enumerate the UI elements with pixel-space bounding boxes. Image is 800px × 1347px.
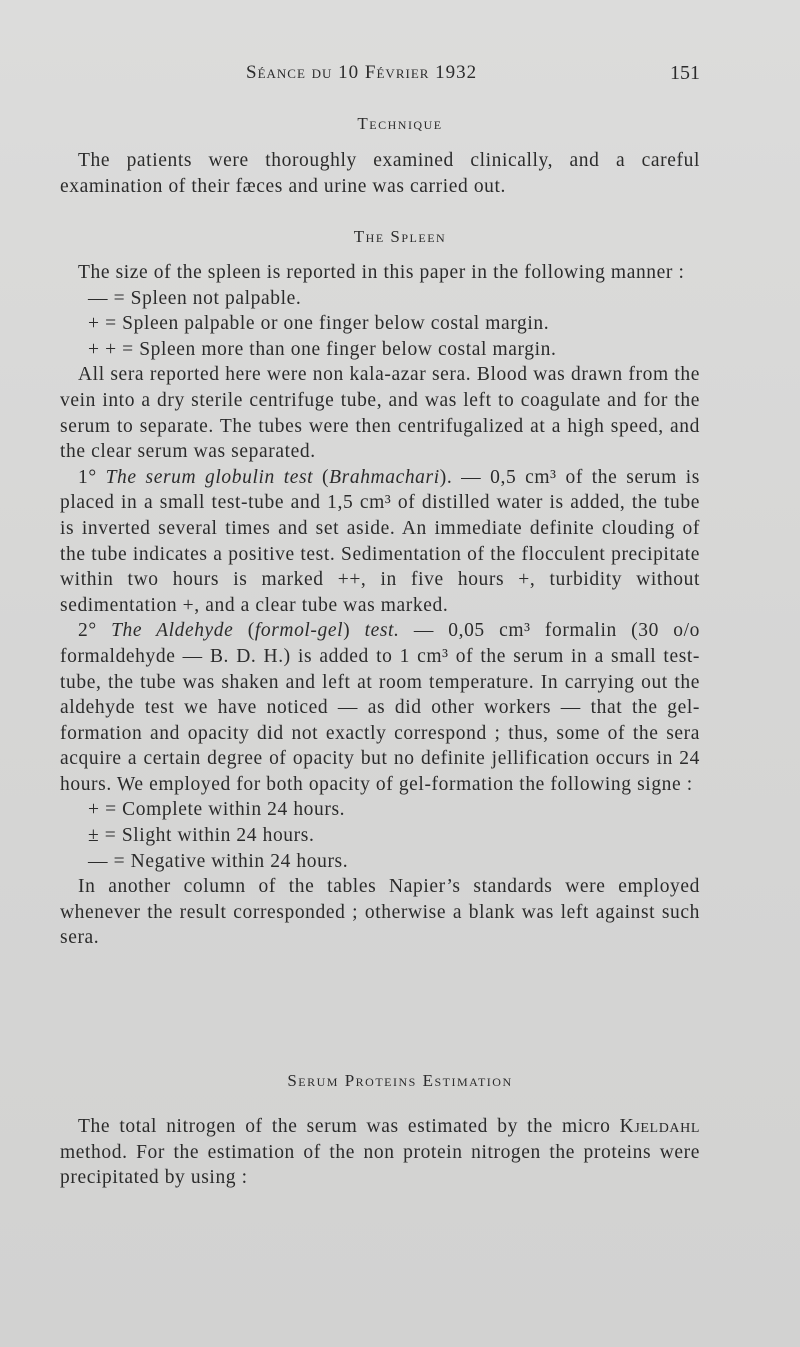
page-number: 151 <box>670 62 700 84</box>
technique-paragraph: The patients were thoroughly examined clinically, and a careful examination of their fæces and urine was carried out. <box>60 150 700 197</box>
sera-paragraph: All sera reported here were non kala-azar sera. Blood was drawn from the vein into a dry sterile centrifuge tube, and was left to coagulate and for the serum to separate. The tubes were then centrifugalized at a high speed, and the clear serum was separated. <box>60 364 700 463</box>
aldehyde-legend-item: — = Negative within 24 hours. <box>88 850 349 872</box>
aldehyde-test-paragraph: 2° The Aldehyde (formol-gel) test. — 0,05 cm³ formalin (30 o/o formaldehyde — B. D. H.) is added to 1 cm³ of the serum in a small test-tube, the tube was shaken and left at room temperature. In carrying out the aldehyde test we have noticed — as did other workers — that the gel-formation and opacity did not exactly correspond ; thus, some of the sera acquire a certain degree of opacity but no definite jellification occurs in 24 hours. We employed for both opacity of gel-formation the following signe : <box>60 620 700 795</box>
proteins-paragraph <box>60 1114 700 1191</box>
proteins-text-end: method. For the estimation of the non protein nitrogen the proteins were precipitated by using : <box>60 1141 700 1189</box>
aldehyde-title-end: test. <box>364 620 400 642</box>
aldehyde-legend-item: + = Complete within 24 hours. <box>88 799 346 821</box>
spleen-legend-item: — = Spleen not palpable. <box>88 287 302 309</box>
heading-serum-proteins: Serum Proteins Estimation <box>287 1071 513 1090</box>
globulin-author: Brahmachari <box>329 466 440 488</box>
globulin-title: The serum globulin test <box>105 466 314 488</box>
spleen-legend-item: + + = Spleen more than one finger below costal margin. <box>88 338 557 360</box>
napier-paragraph: In another column of the tables Napier’s standards were employed whenever the result corresponded ; otherwise a blank was left against such sera. <box>60 876 700 949</box>
aldehyde-body: — 0,05 cm³ formalin (30 o/o formaldehyde — B. D. H.) is added to 1 cm³ of the serum in a small test-tube, the tube was shaken and left at room temperature. In carrying out the aldehyde test we have noticed — as did other workers — that the gel-formation and opacity did not exactly correspond ; thus, some of the sera acquire a certain degree of opacity but no definite jellification occurs in 24 hours. We employed for both opacity of gel-formation the following signe : <box>60 620 700 795</box>
aldehyde-legend-item: ± = Slight within 24 hours. <box>88 825 315 847</box>
page-header <box>60 62 700 92</box>
globulin-number: 1° <box>78 466 97 488</box>
technique-section <box>60 148 700 199</box>
aldehyde-number: 2° <box>78 620 97 642</box>
globulin-body: — 0,5 cm³ of the serum is placed in a small test-tube and 1,5 cm³ of distilled water is added, the tube is inverted several times and set aside. An immediate definite clouding of the tube indicates a positive test. Sedimentation of the flocculent precipitate within two hours is marked ++, in five hours +, turbidity without sedimentation +, and a clear tube was marked. <box>60 466 700 616</box>
spleen-intro: The size of the spleen is reported in this paper in the following manner : <box>78 262 685 283</box>
aldehyde-paren: formol-gel <box>254 620 344 642</box>
heading-spleen: The Spleen <box>353 227 447 246</box>
spleen-section <box>60 260 700 951</box>
globulin-test-paragraph: 1° The serum globulin test (Brahmachari). — 0,5 cm³ of the serum is placed in a small test-tube and 1,5 cm³ of distilled water is added, the tube is inverted several times and set aside. An immediate definite clouding of the tube indicates a positive test. Sedimentation of the flocculent precipitate within two hours is marked ++, in five hours +, turbidity without sedimentation +, and a clear tube was marked. <box>60 466 700 616</box>
running-title: Séance du 10 Février 1932 <box>246 62 478 83</box>
spleen-legend-item: + = Spleen palpable or one finger below costal margin. <box>88 313 550 335</box>
aldehyde-title: The Aldehyde <box>111 620 234 642</box>
kjeldahl-name: Kjeldahl <box>619 1116 700 1137</box>
proteins-text-start: The total nitrogen of the serum was estimated by the micro <box>78 1116 611 1137</box>
proteins-section <box>60 1114 700 1191</box>
heading-technique: Technique <box>357 114 443 133</box>
